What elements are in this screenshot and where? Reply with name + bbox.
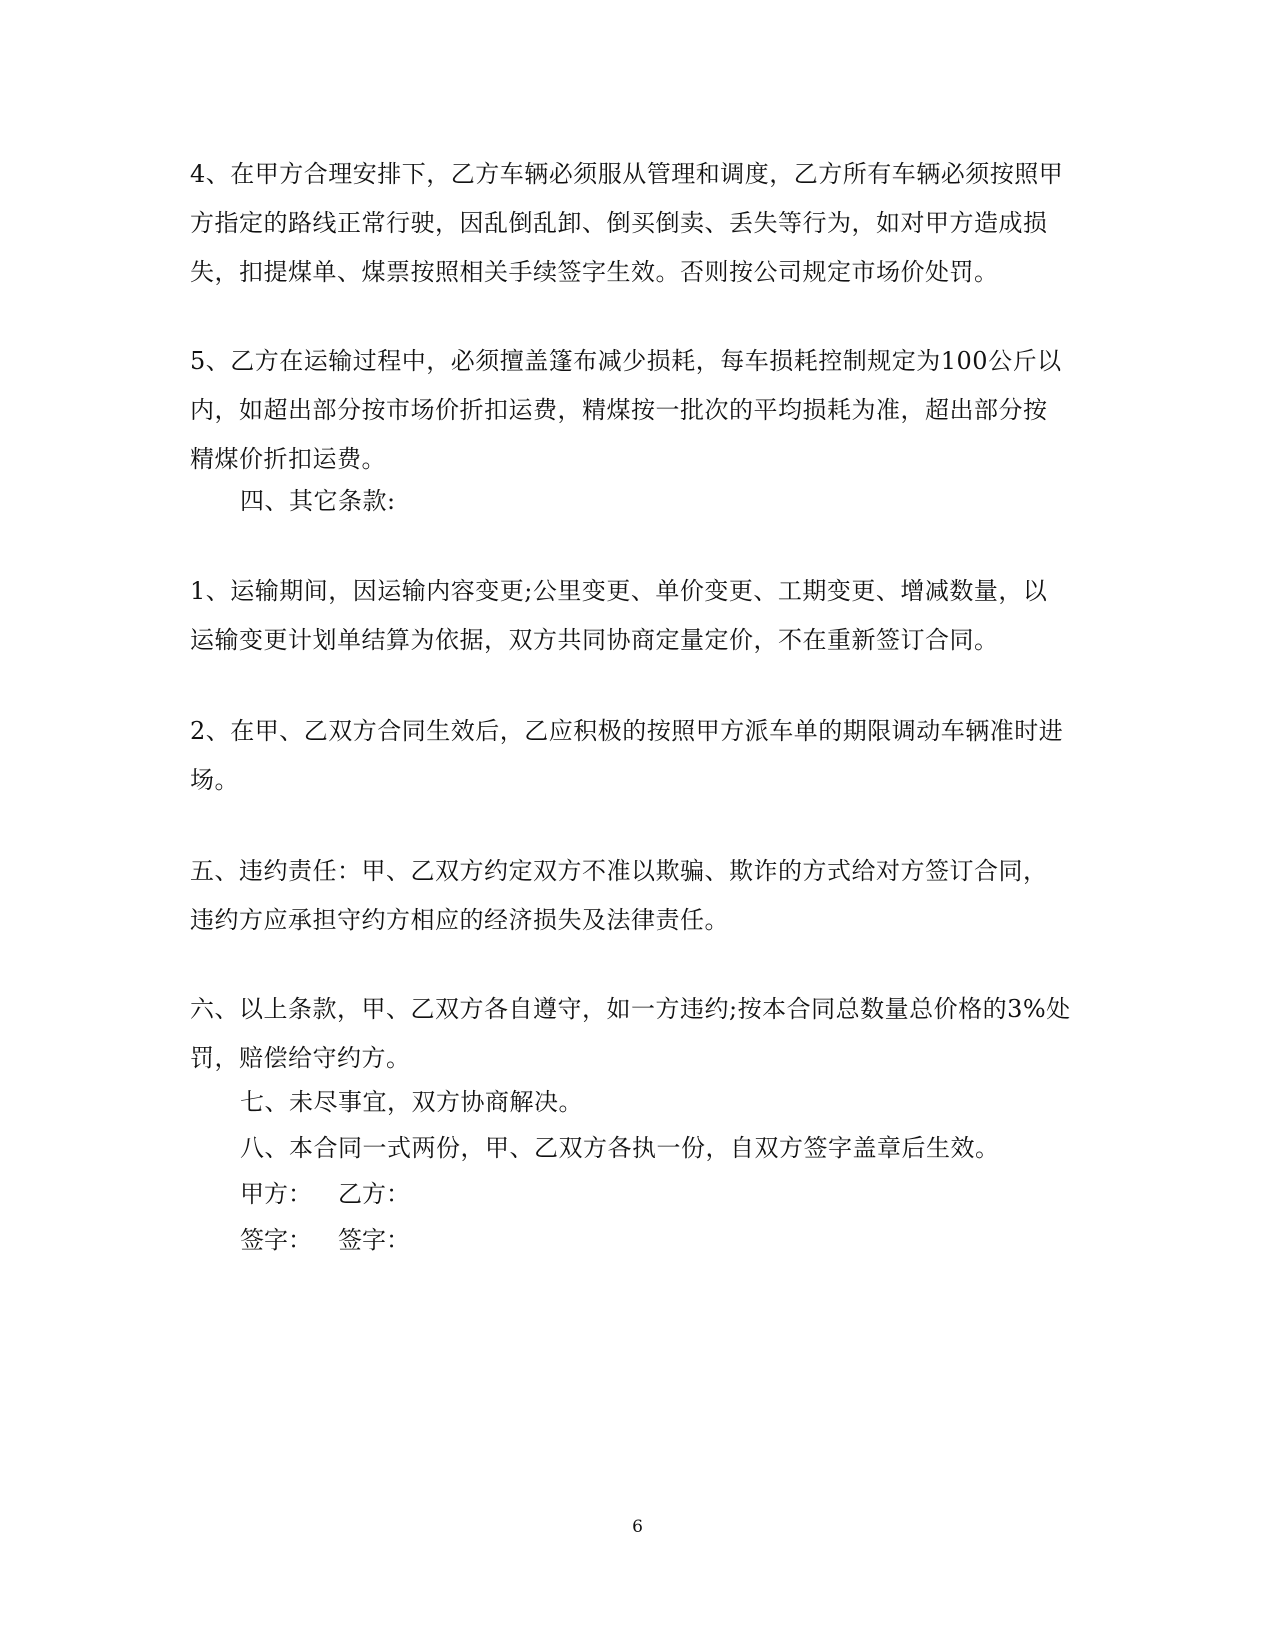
section-4-clause-1-line-2: 运输变更计划单结算为依据，双方共同协商定量定价，不在重新签订合同。 — [190, 626, 999, 654]
clause-5-line-1: 5、乙方在运输过程中，必须擅盖篷布减少损耗，每车损耗控制规定为100公斤以 — [190, 347, 1062, 375]
sign-a-label: 签字： — [240, 1226, 312, 1254]
clause-4-line-3: 失，扣提煤单、煤票按照相关手续签字生效。否则按公司规定市场价处罚。 — [190, 258, 999, 286]
section-5-line-2: 违约方应承担守约方相应的经济损失及法律责任。 — [190, 906, 729, 934]
section-4-clause-2-line-2: 场。 — [190, 766, 239, 794]
party-a-label: 甲方： — [240, 1180, 312, 1208]
clause-4-line-2: 方指定的路线正常行驶，因乱倒乱卸、倒买倒卖、丢失等行为，如对甲方造成损 — [190, 209, 1048, 237]
section-4-clause-1 — [190, 567, 1080, 665]
section-7-text: 七、未尽事宜，双方协商解决。 — [240, 1088, 583, 1116]
section-6-compliance — [190, 985, 1080, 1083]
party-row — [240, 1170, 410, 1219]
clause-4 — [190, 150, 1080, 297]
section-8-text: 八、本合同一式两份，甲、乙双方各执一份，自双方签字盖章后生效。 — [240, 1134, 1000, 1162]
section-6-line-1: 六、以上条款，甲、乙双方各自遵守，如一方违约;按本合同总数量总价格的3%处 — [190, 995, 1071, 1023]
section-4-heading-text: 四、其它条款: — [240, 487, 396, 515]
section-8 — [240, 1124, 1130, 1173]
clause-5-line-3: 精煤价折扣运费。 — [190, 445, 386, 473]
section-7 — [240, 1078, 1130, 1127]
party-b-label: 乙方： — [338, 1180, 410, 1208]
signature-row — [240, 1216, 410, 1265]
section-5-line-1: 五、违约责任：甲、乙双方约定双方不准以欺骗、欺诈的方式给对方签订合同， — [190, 857, 1048, 885]
section-4-clause-1-line-1: 1、运输期间，因运输内容变更;公里变更、单价变更、工期变更、增减数量，以 — [190, 577, 1048, 605]
clause-5 — [190, 337, 1080, 484]
section-4-clause-2-line-1: 2、在甲、乙双方合同生效后，乙应积极的按照甲方派车单的期限调动车辆准时进 — [190, 717, 1064, 745]
clause-5-line-2: 内，如超出部分按市场价折扣运费，精煤按一批次的平均损耗为准，超出部分按 — [190, 396, 1048, 424]
sign-b-label: 签字： — [338, 1226, 410, 1254]
section-4-clause-2 — [190, 707, 1080, 805]
section-4-heading — [240, 477, 1130, 526]
section-5-breach — [190, 847, 1080, 945]
page-number: 6 — [632, 1517, 643, 1537]
clause-4-line-1: 4、在甲方合理安排下，乙方车辆必须服从管理和调度，乙方所有车辆必须按照甲 — [190, 160, 1064, 188]
section-6-line-2: 罚，赔偿给守约方。 — [190, 1044, 411, 1072]
